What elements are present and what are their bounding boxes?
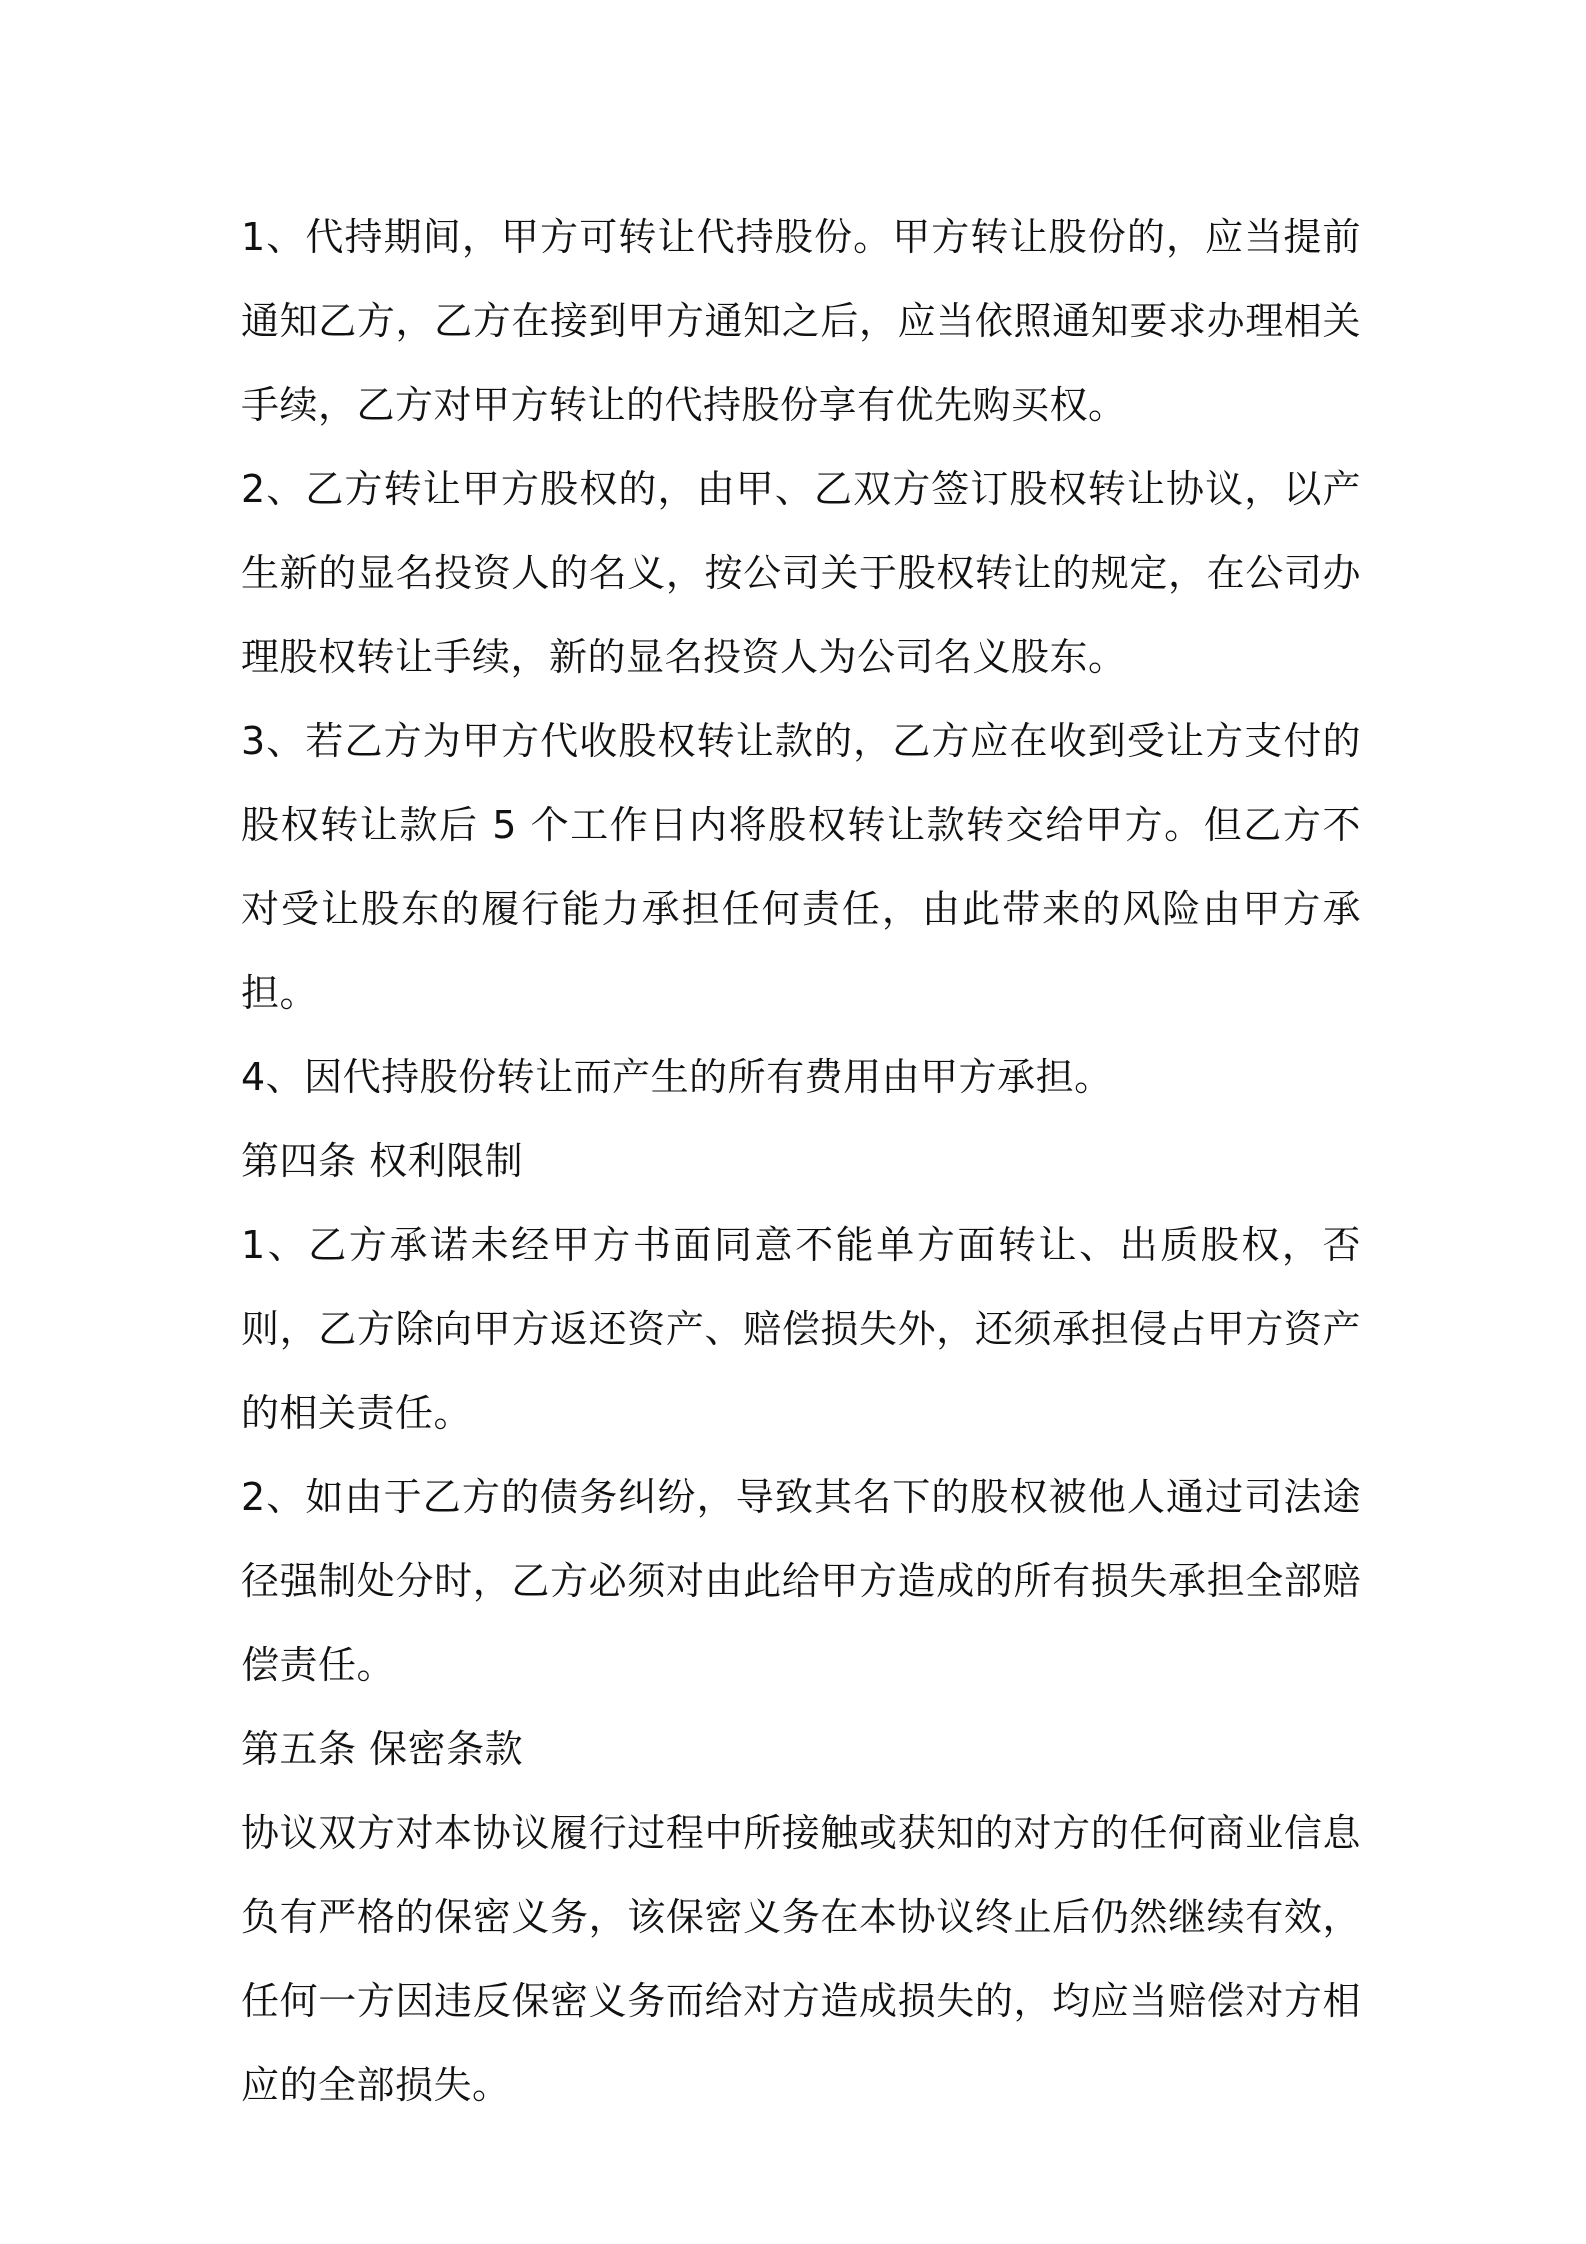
article-5-body: 协议双方对本协议履行过程中所接触或获知的对方的任何商业信息负有严格的保密义务，该保密义务在本协议终止后仍然继续有效，任何一方因违反保密义务而给对方造成损失的，均应当赔偿对方相应的全部损失。: [241, 1811, 1361, 2107]
clause-3-item-3: 3、若乙方为甲方代收股权转让款的，乙方应在收到受让方支付的股权转让款后 5 个工作日内将股权转让款转交给甲方。但乙方不对受让股东的履行能力承担任何责任，由此带来的风险由甲方承担。: [241, 719, 1361, 1015]
clause-3-item-2: 2、乙方转让甲方股权的，由甲、乙双方签订股权转让协议，以产生新的显名投资人的名义，按公司关于股权转让的规定，在公司办理股权转让手续，新的显名投资人为公司名义股东。: [241, 467, 1361, 679]
article-5-heading: 第五条 保密条款: [241, 1727, 524, 1771]
article-4-heading: 第四条 权利限制: [241, 1139, 524, 1183]
clause-3-item-1: 1、代持期间，甲方可转让代持股份。甲方转让股份的，应当提前通知乙方，乙方在接到甲方通知之后，应当依照通知要求办理相关手续，乙方对甲方转让的代持股份享有优先购买权。: [241, 215, 1361, 427]
article-4-item-1: 1、乙方承诺未经甲方书面同意不能单方面转让、出质股权，否则，乙方除向甲方返还资产、赔偿损失外，还须承担侵占甲方资产的相关责任。: [241, 1223, 1361, 1435]
clause-3-item-4: 4、因代持股份转让而产生的所有费用由甲方承担。: [241, 1055, 1113, 1099]
document-page: [241, 195, 1361, 2127]
article-4-item-2: 2、如由于乙方的债务纠纷，导致其名下的股权被他人通过司法途径强制处分时，乙方必须对由此给甲方造成的所有损失承担全部赔偿责任。: [241, 1475, 1361, 1687]
